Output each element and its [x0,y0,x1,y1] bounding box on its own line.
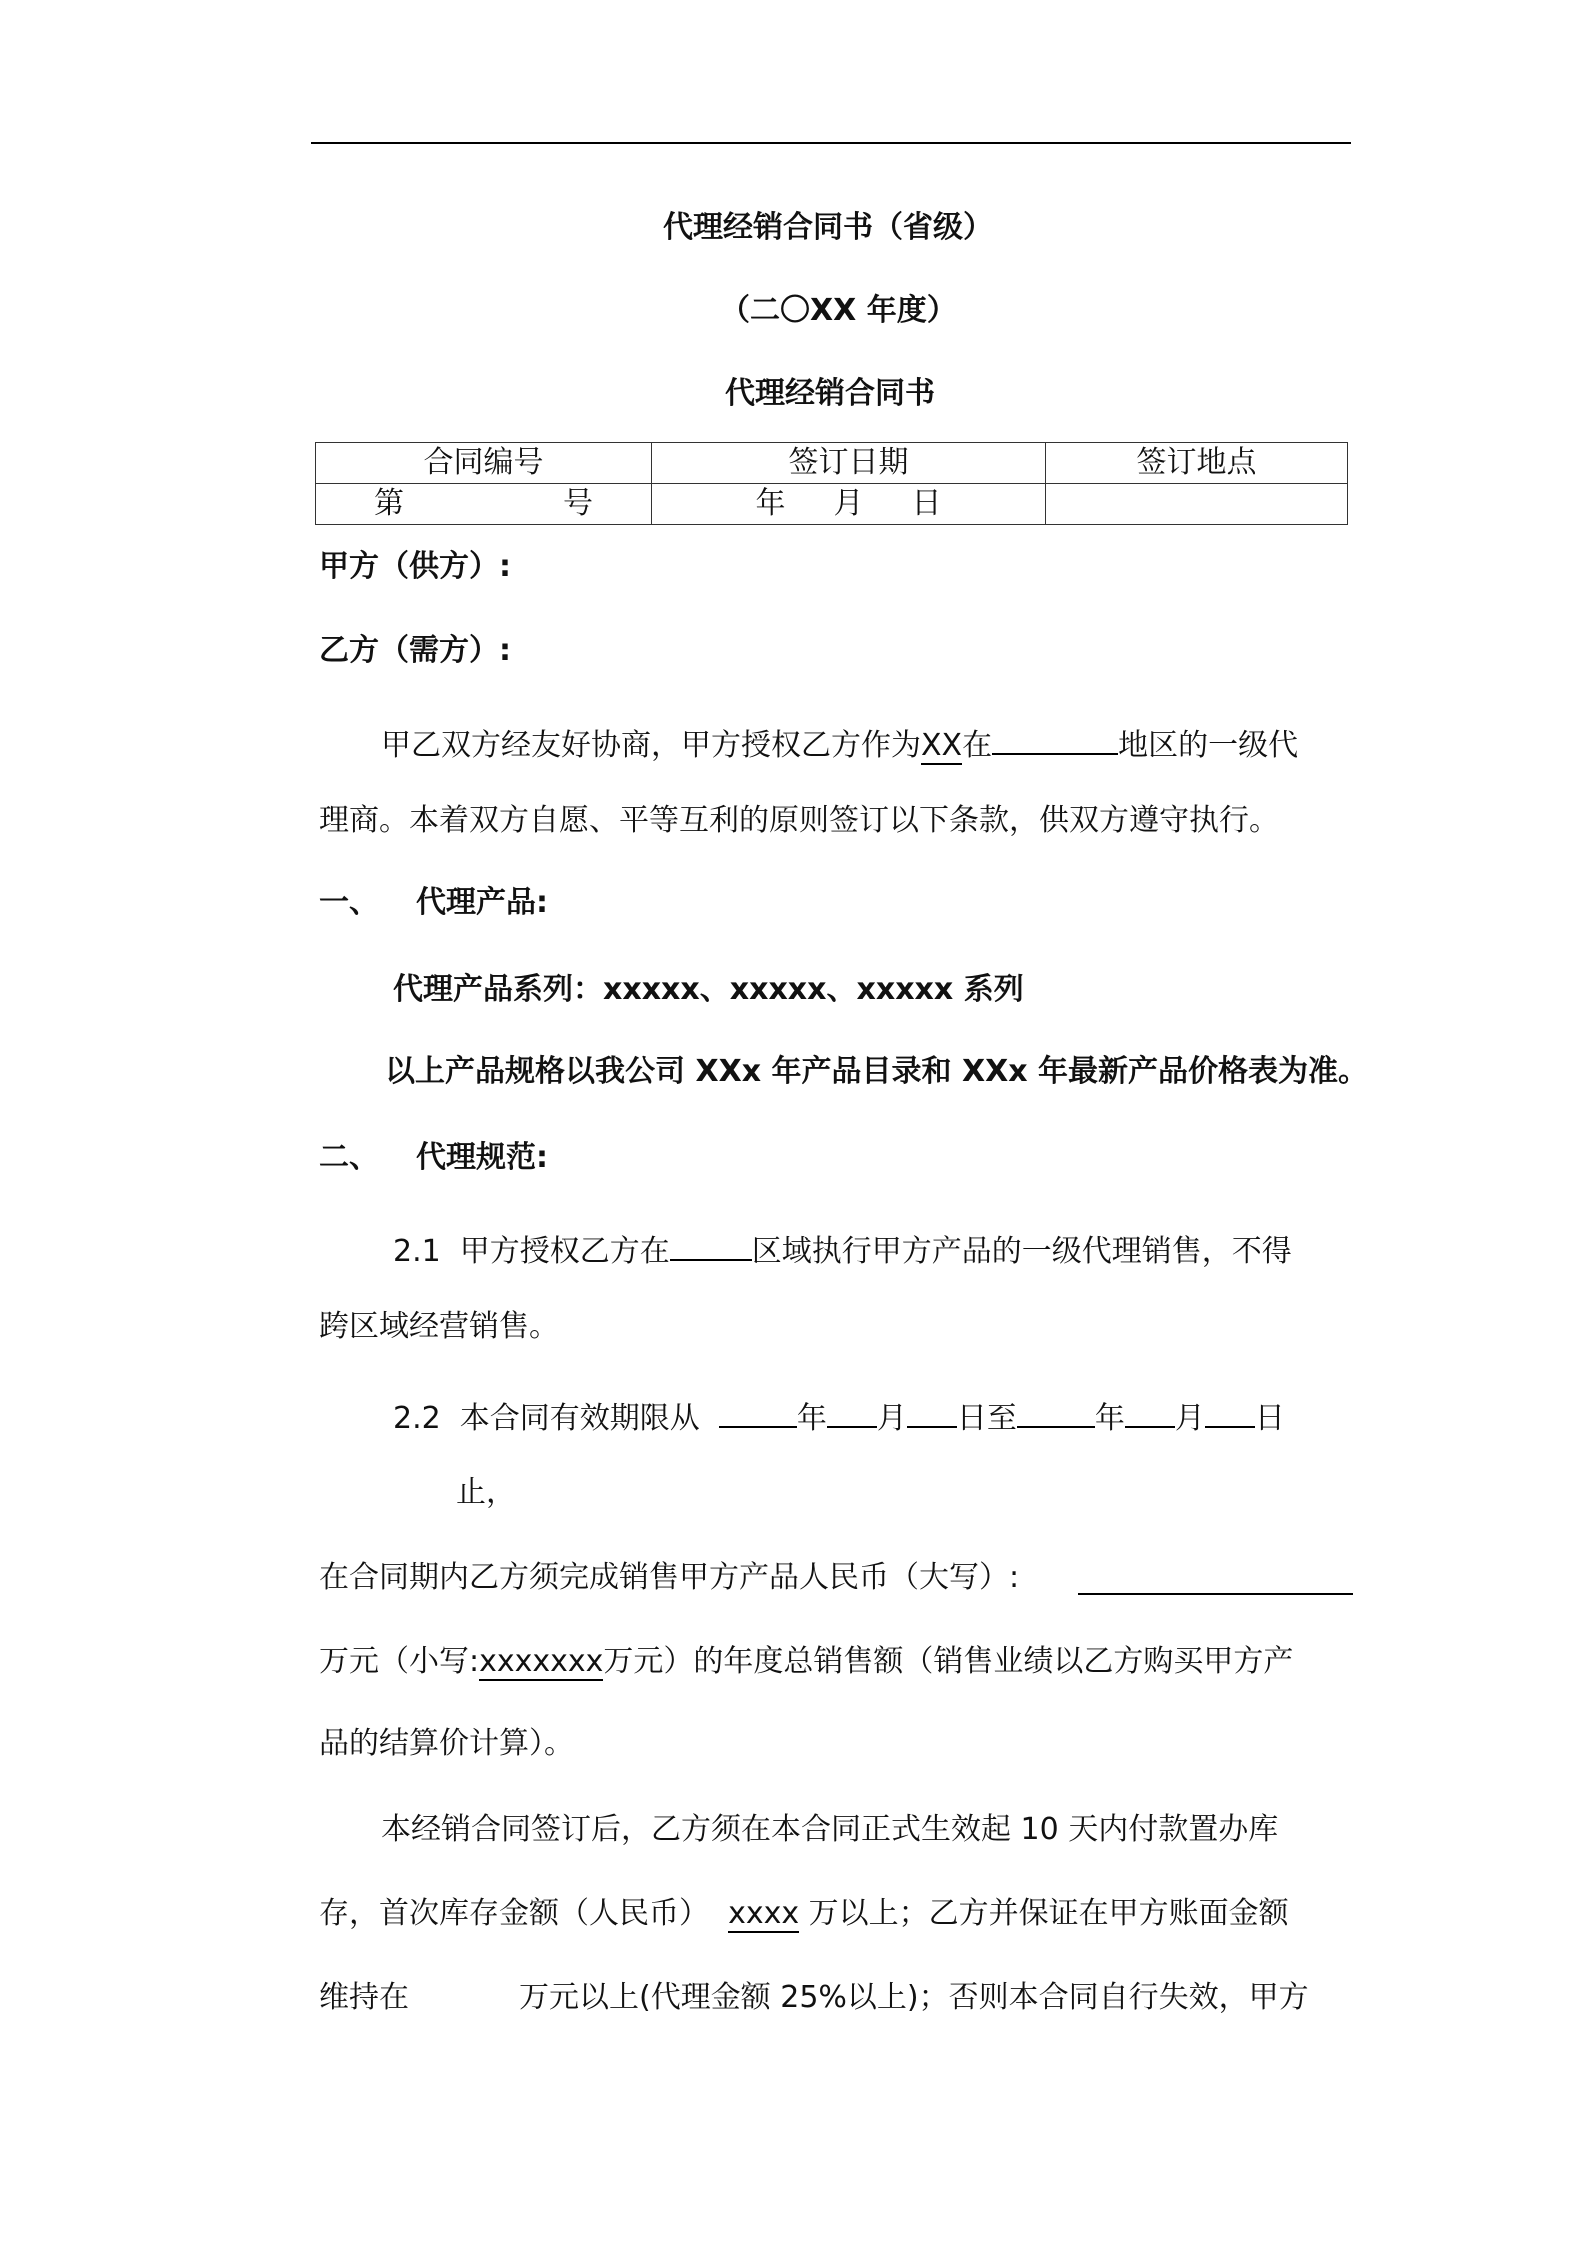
clause-2-1-line-2: 跨区域经营销售。 [319,1309,559,1344]
document-year: （二〇XX 年度） [720,293,957,328]
intro-text-2: 在 [962,728,993,763]
date-month: 月 [833,486,864,521]
date-day: 日 [911,486,942,521]
sales-text-1: 在合同期内乙方须完成销售甲方产品人民币（大写）: [319,1560,1020,1595]
stock-text-2b: 万以上；乙方并保证在甲方账面金额 [808,1896,1289,1931]
end-month: 月 [1174,1401,1205,1436]
sales-text-2a: 万元（小写: [319,1644,480,1679]
end-day-blank [1205,1396,1255,1428]
stock-line-1: 本经销合同签订后，乙方须在本合同正式生效起 10 天内付款置办库 [381,1812,1279,1847]
sales-line-2 [319,1644,1294,1679]
end-month-blank [1125,1396,1175,1428]
region-blank [992,723,1118,755]
header-rule [311,142,1351,144]
stock-text-2a: 存，首次库存金额（人民币） [319,1896,709,1931]
cell-sign-place [1046,484,1348,525]
intro-text-3: 地区的一级代 [1118,728,1299,763]
clause-2-2-number: 2.2 [393,1401,441,1436]
sales-amount-capital-blank [1078,1563,1353,1595]
section-2-heading: 代理规范: [416,1140,548,1175]
product-series-line: 代理产品系列：xxxxx、xxxxx、xxxxx 系列 [393,972,1024,1007]
start-day-blank [907,1396,957,1428]
number-suffix: 号 [563,486,593,521]
header-sign-date: 签订日期 [652,443,1046,484]
area-blank [670,1229,752,1261]
end-year-blank [1017,1396,1095,1428]
sales-amount: xxxxxxx [479,1644,604,1679]
section-1-heading: 代理产品: [416,885,548,920]
start-year-blank [719,1396,797,1428]
sales-line-1 [319,1560,1020,1595]
clause-2-1-line-1 [393,1229,1292,1267]
intro-brand: XX [921,728,963,763]
sales-line-3: 品的结算价计算）。 [319,1726,574,1761]
date-year: 年 [755,486,786,521]
start-year: 年 [796,1401,827,1436]
cell-sign-date [652,484,1046,525]
end-year: 年 [1094,1401,1125,1436]
stock-line-2 [319,1896,1289,1931]
end-day: 日 [1254,1401,1285,1436]
party-b: 乙方（需方）: [319,633,511,668]
start-month-blank [827,1396,877,1428]
section-1-number: 一、 [319,885,379,920]
header-sign-place: 签订地点 [1046,443,1348,484]
sales-text-2b: 万元）的年度总销售额（销售业绩以乙方购买甲方产 [603,1644,1294,1679]
clause-2-1-text-2: 区域执行甲方产品的一级代理销售，不得 [751,1234,1292,1269]
header-contract-number: 合同编号 [316,443,652,484]
cell-contract-number [316,484,652,525]
clause-2-2-text: 本合同有效期限从 [459,1401,700,1436]
intro-line-1 [381,723,1298,761]
clause-2-2-end: 止， [456,1475,516,1510]
number-prefix: 第 [374,486,404,521]
clause-2-1-text-1: 甲方授权乙方在 [459,1234,670,1269]
start-day: 日至 [956,1401,1017,1436]
stock-line-3 [319,1980,1309,2015]
clause-2-2-line-1 [393,1396,1285,1434]
start-month: 月 [876,1401,907,1436]
party-a: 甲方（供方）: [319,549,511,584]
stock-text-3b: 万元以上(代理金额 25%以上)；否则本合同自行失效，甲方 [519,1980,1309,2015]
stock-amount: xxxx [728,1896,800,1931]
section-2-number: 二、 [319,1140,379,1175]
document-title: 代理经销合同书（省级） [663,210,993,245]
document-subtitle: 代理经销合同书 [725,376,935,411]
stock-text-3a: 维持在 [319,1980,409,2015]
intro-text-1: 甲乙双方经友好协商，甲方授权乙方作为 [381,728,921,763]
product-spec-line: 以上产品规格以我公司 XXx 年产品目录和 XXx 年最新产品价格表为准。 [385,1054,1368,1089]
contract-info-table [315,442,1348,525]
intro-line-2: 理商。本着双方自愿、平等互利的原则签订以下条款，供双方遵守执行。 [319,803,1279,838]
clause-2-1-number: 2.1 [393,1234,441,1269]
